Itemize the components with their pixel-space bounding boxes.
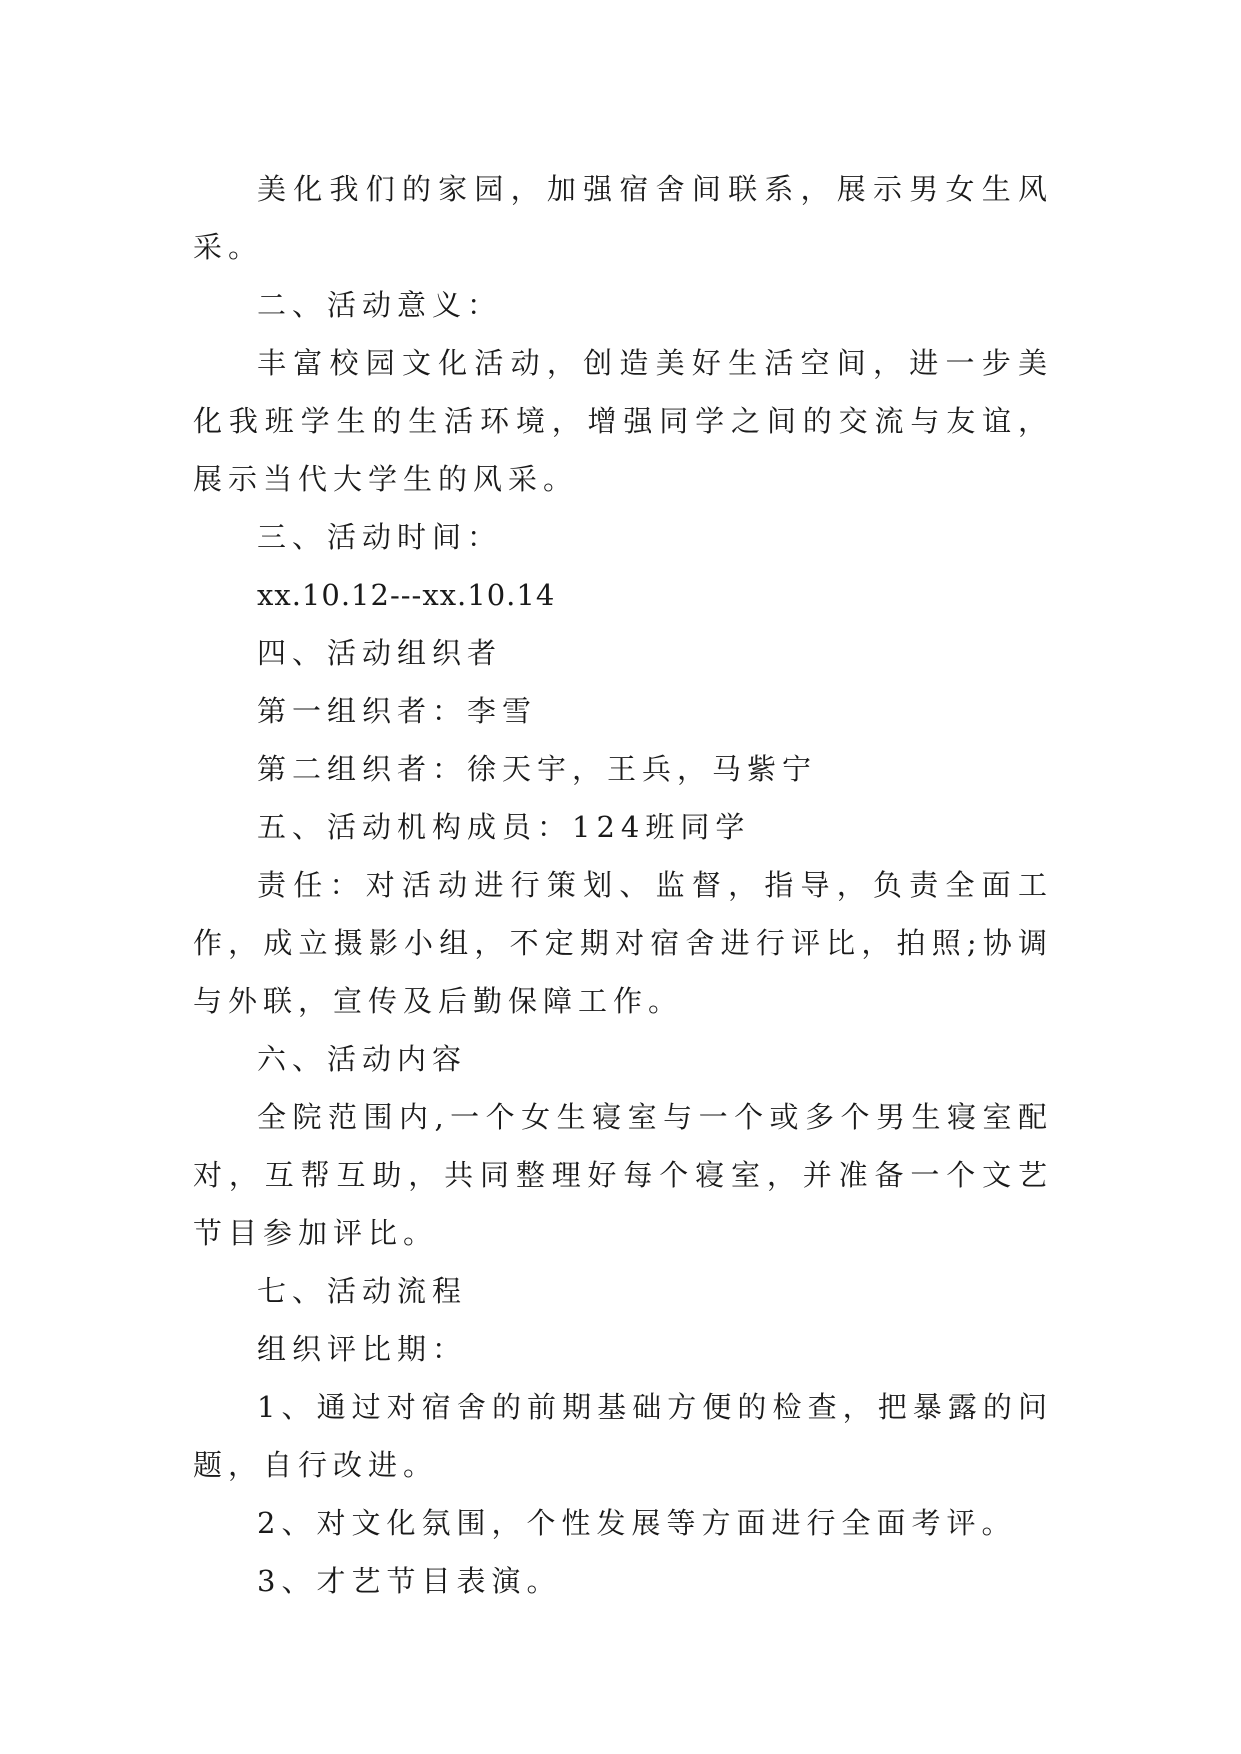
heading-activity-content: 六、活动内容: [257, 1042, 468, 1076]
list-item-2: 2、对文化氛围，个性发展等方面进行全面考评。: [257, 1506, 1017, 1540]
document-body: [193, 160, 1053, 1610]
heading-members: 五、活动机构成员：124班同学: [257, 810, 751, 844]
heading-activity-significance: 二、活动意义：: [257, 288, 503, 322]
paragraph-second-organizers: 第二组织者：徐天宇，王兵，马紫宁: [257, 752, 818, 786]
heading-activity-time: 三、活动时间：: [257, 520, 503, 554]
paragraph-activity-time: xx.10.12---xx.10.14: [257, 578, 556, 612]
paragraph-intro-continuation: 美化我们的家园，加强宿舍间联系，展示男女生风采。: [193, 172, 1053, 264]
paragraph-activity-significance: 丰富校园文化活动，创造美好生活空间，进一步美化我班学生的生活环境，增强同学之间的交流与友谊，展示当代大学生的风采。: [193, 346, 1053, 496]
paragraph-activity-content: 全院范围内,一个女生寝室与一个或多个男生寝室配对，互帮互助，共同整理好每个寝室，并准备一个文艺节目参加评比。: [193, 1100, 1053, 1250]
heading-organizers: 四、活动组织者: [257, 636, 503, 670]
heading-activity-process: 七、活动流程: [257, 1274, 468, 1308]
list-item-3: 3、才艺节目表演。: [257, 1564, 562, 1598]
list-item-1: 1、通过对宿舍的前期基础方便的检查，把暴露的问题，自行改进。: [193, 1390, 1053, 1482]
paragraph-evaluation-period: 组织评比期：: [257, 1332, 468, 1366]
paragraph-first-organizer: 第一组织者：李雪: [257, 694, 538, 728]
paragraph-responsibilities: 责任：对活动进行策划、监督，指导，负责全面工作，成立摄影小组，不定期对宿舍进行评比，拍照;协调与外联，宣传及后勤保障工作。: [193, 868, 1053, 1018]
